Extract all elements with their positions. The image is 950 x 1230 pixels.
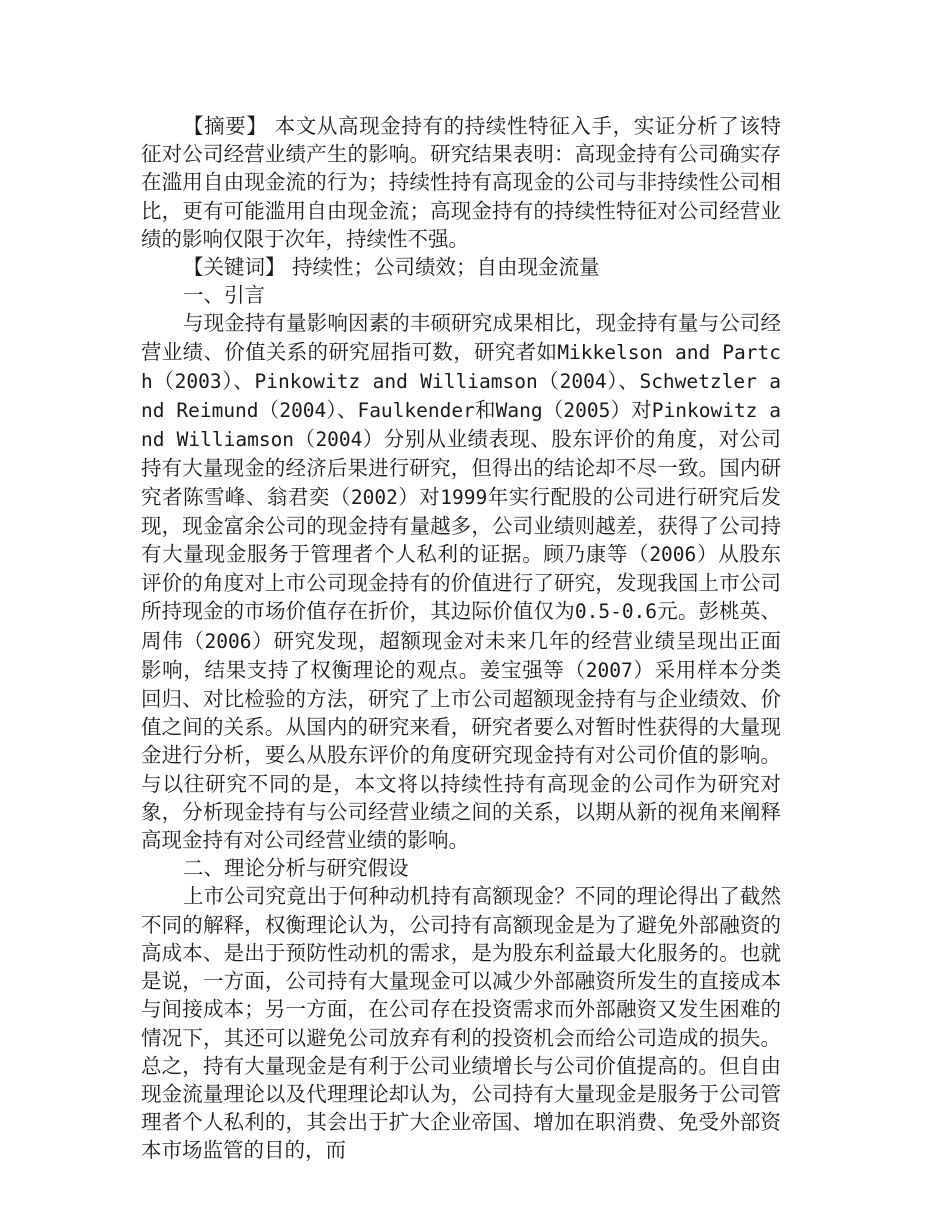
document-body bbox=[141, 112, 781, 1165]
abstract-text: 本文从高现金持有的持续性特征入手，实证分析了该特征对公司经营业绩产生的影响。研究结果表明：高现金持有公司确实存在滥用自由现金流的行为；持续性持有高现金的公司与非持续性公司相比，更有可能滥用自由现金流；高现金持有的持续性特征对公司经营业绩的影响仅限于次年，持续性不强。 bbox=[141, 114, 782, 251]
keywords-text: 持续性；公司绩效；自由现金流量 bbox=[285, 255, 600, 280]
latin-text-run: 2003 bbox=[174, 369, 222, 393]
latin-text-run: Mikkelson and Partch bbox=[141, 340, 782, 393]
latin-text-run: 2004 bbox=[279, 399, 327, 423]
latin-text-run: Wang bbox=[495, 399, 543, 423]
latin-text-run: 2006 bbox=[204, 629, 252, 653]
keywords-label: 【关键词】 bbox=[183, 255, 286, 280]
latin-text-run: 2007 bbox=[585, 658, 633, 682]
latin-text-run: 2005 bbox=[563, 399, 611, 423]
latin-text-run: Faulkender bbox=[357, 399, 475, 423]
theory-paragraph: 上市公司究竟出于何种动机持有高额现金？不同的理论得出了截然不同的解释，权衡理论认为，公司持有高额现金是为了避免外部融资的高成本、是出于预防性动机的需求，是为股东利益最大化服务的。也就是说，一方面，公司持有大量现金可以减少外部融资所发生的直接成本与间接成本；另一方面，在公司存在投资需求而外部融资又发生困难的情况下，其还可以避免公司放弃有利的投资机会而给公司造成的损失。总之，持有大量现金是有利于公司业绩增长与公司价值提高的。但自由现金流量理论以及代理理论却认为，公司持有大量现金是服务于公司管理者个人私利的，其会出于扩大企业帝国、增加在职消费、免受外部资本市场监管的目的，而 bbox=[141, 884, 781, 1163]
latin-text-run: 2002 bbox=[350, 485, 398, 509]
latin-text-run: 1999 bbox=[440, 485, 488, 509]
section-heading-theory: 二、理论分析与研究假设 bbox=[183, 856, 409, 881]
latin-text-run: Pinkowitz and Williamson bbox=[141, 399, 782, 452]
section-heading-introduction: 一、引言 bbox=[183, 283, 266, 308]
introduction-paragraph: 与现金持有量影响因素的丰硕研究成果相比，现金持有量与公司经营业绩、价值关系的研究屈指可数，研究者如Mikkelson and Partch（2003）、Pinkowitz and Williamson（2004）、Schwetzler and Reimund（2004）、Faulkender和Wang（2005）对Pinkowitz and Williamson（2004）分别从业绩表现、股东评价的角度，对公司持有大量现金的经济后果进行研究，但得出的结论却不尽一致。国内研究者陈雪峰、翁君奕（2002）对1999年实行配股的公司进行研究后发现，现金富余公司的现金持有量越多，公司业绩则越差，获得了公司持有大量现金服务于管理者个人私利的证据。顾乃康等（2006）从股东评价的角度对上市公司现金持有的价值进行了研究，发现我国上市公司所持现金的市场价值存在折价，其边际价值仅为0.5-0.6元。彭桃英、周伟（2006）研究发现，超额现金对未来几年的经营业绩呈现出正面影响，结果支持了权衡理论的观点。姜宝强等（2007）采用样本分类回归、对比检验的方法，研究了上市公司超额现金持有与企业绩效、价值之间的关系。从国内的研究来看，研究者要么对暂时性获得的大量现金进行分析，要么从股东评价的角度研究现金持有对公司价值的影响。与以往研究不同的是，本文将以持续性持有高现金的公司作为研究对象，分析现金持有与公司经营业绩之间的关系，以期从新的视角来阐释高现金持有对公司经营业绩的影响。 bbox=[141, 311, 782, 853]
abstract-label: 【摘要】 bbox=[183, 114, 268, 138]
latin-text-run: 2004 bbox=[559, 369, 607, 393]
abstract-paragraph bbox=[141, 112, 781, 253]
latin-text-run: 2006 bbox=[649, 543, 697, 567]
keywords-paragraph bbox=[141, 253, 781, 281]
latin-text-run: 0.5-0.6 bbox=[574, 600, 658, 624]
latin-text-run: Schwetzler and Reimund bbox=[141, 369, 782, 423]
latin-text-run: 2004 bbox=[315, 428, 363, 452]
latin-text-run: Pinkowitz and Williamson bbox=[254, 369, 538, 393]
